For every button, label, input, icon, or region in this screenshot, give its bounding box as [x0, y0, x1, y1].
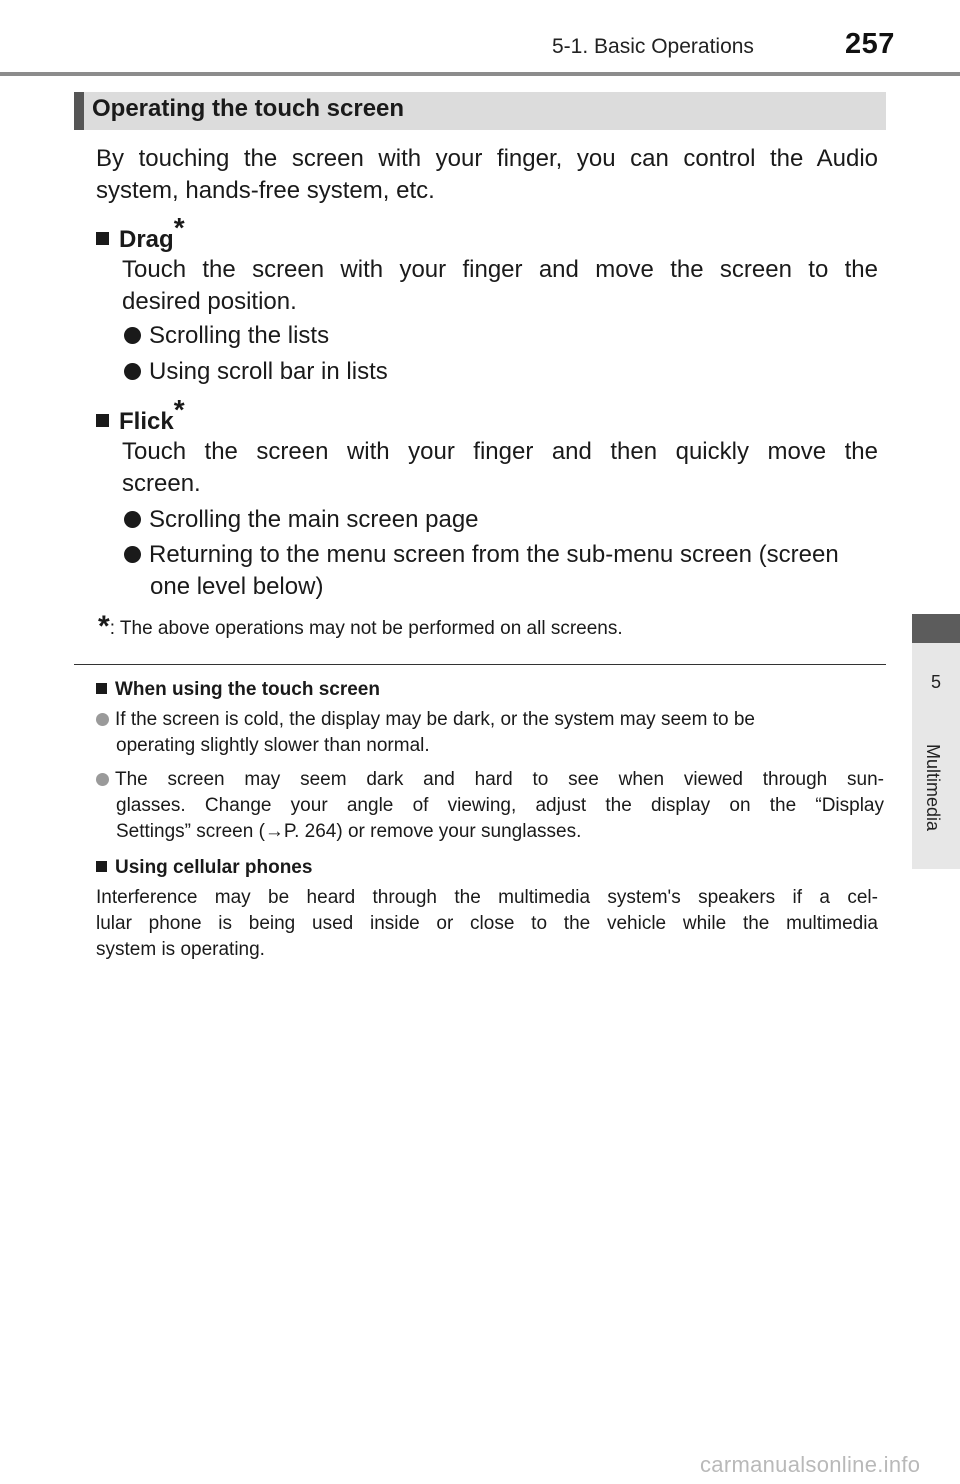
flick-bullet-2-label: Returning to the menu screen from the sub-menu screen (screen	[149, 541, 839, 568]
footnote-asterisk: *	[98, 610, 110, 643]
bullet-dot-icon	[96, 773, 109, 786]
flick-bullet-1-label: Scrolling the main screen page	[149, 506, 479, 533]
asterisk-mark: *	[173, 394, 185, 425]
touch-note-item-1	[96, 707, 755, 733]
flick-desc-line-1: Touch the screen with your finger and then quickly move the	[122, 438, 878, 465]
touch-note-heading	[96, 677, 380, 703]
flick-bullet-1	[124, 504, 479, 536]
drag-bullet-2	[124, 356, 388, 388]
cellular-note-line-2: lular phone is being used inside or close to the vehicle while the multimedia	[96, 913, 878, 934]
header-section-title: 5-1. Basic Operations	[552, 35, 754, 58]
drag-heading-label: Drag	[119, 226, 174, 253]
touch-note-item-2	[96, 767, 884, 793]
touch-note-item-2-line-1: The screen may seem dark and hard to see when viewed through sun-	[115, 769, 884, 790]
bullet-dot-icon	[96, 713, 109, 726]
section-title: Operating the touch screen	[92, 95, 405, 122]
flick-desc-line-2: screen.	[122, 470, 201, 497]
flick-bullet-2	[124, 539, 839, 571]
drag-heading	[96, 212, 185, 256]
flick-heading	[96, 394, 185, 438]
chapter-tab-marker	[912, 614, 960, 644]
square-bullet-icon	[96, 683, 107, 694]
touch-note-item-1-line-2: operating slightly slower than normal.	[116, 735, 430, 756]
footnote	[98, 610, 623, 644]
cellular-note-heading	[96, 855, 312, 881]
bullet-dot-icon	[124, 511, 141, 528]
drag-bullet-1	[124, 320, 329, 352]
touch-note-item-2-line-2: glasses. Change your angle of viewing, adjust the display on the “Display	[116, 795, 884, 816]
asterisk-mark: *	[173, 212, 185, 243]
drag-desc-line-2: desired position.	[122, 288, 297, 315]
drag-bullet-1-label: Scrolling the lists	[149, 322, 330, 349]
square-bullet-icon	[96, 414, 109, 427]
page-number: 257	[845, 28, 895, 60]
touch-note-item-2-line-3: Settings” screen (→P. 264) or remove your sunglasses.	[116, 821, 582, 842]
intro-line-1: By touching the screen with your finger, you can control the Audio	[96, 145, 878, 172]
drag-bullet-2-label: Using scroll bar in lists	[149, 358, 388, 385]
bullet-dot-icon	[124, 327, 141, 344]
chapter-name: Multimedia	[923, 744, 943, 832]
touch-note-item-1-line-1: If the screen is cold, the display may be dark, or the system may seem to be	[115, 709, 755, 730]
touch-note-heading-label: When using the touch screen	[115, 679, 380, 700]
square-bullet-icon	[96, 861, 107, 872]
bullet-dot-icon	[124, 363, 141, 380]
bullet-dot-icon	[124, 546, 141, 563]
cellular-note-heading-label: Using cellular phones	[115, 857, 313, 878]
flick-bullet-2-cont: one level below)	[150, 573, 324, 600]
drag-desc-line-1: Touch the screen with your finger and move the screen to the	[122, 256, 878, 283]
square-bullet-icon	[96, 232, 109, 245]
chapter-number: 5	[930, 672, 941, 692]
cellular-note-line-1: Interference may be heard through the multimedia system's speakers if a cel-	[96, 887, 878, 908]
footnote-text: : The above operations may not be performed on all screens.	[109, 618, 623, 639]
flick-heading-label: Flick	[119, 408, 174, 435]
cellular-note-line-3: system is operating.	[96, 939, 265, 960]
header-divider	[0, 72, 960, 76]
watermark: carmanualsonline.info	[700, 1452, 921, 1477]
intro-line-2: system, hands-free system, etc.	[96, 177, 435, 204]
notes-divider	[74, 664, 886, 665]
